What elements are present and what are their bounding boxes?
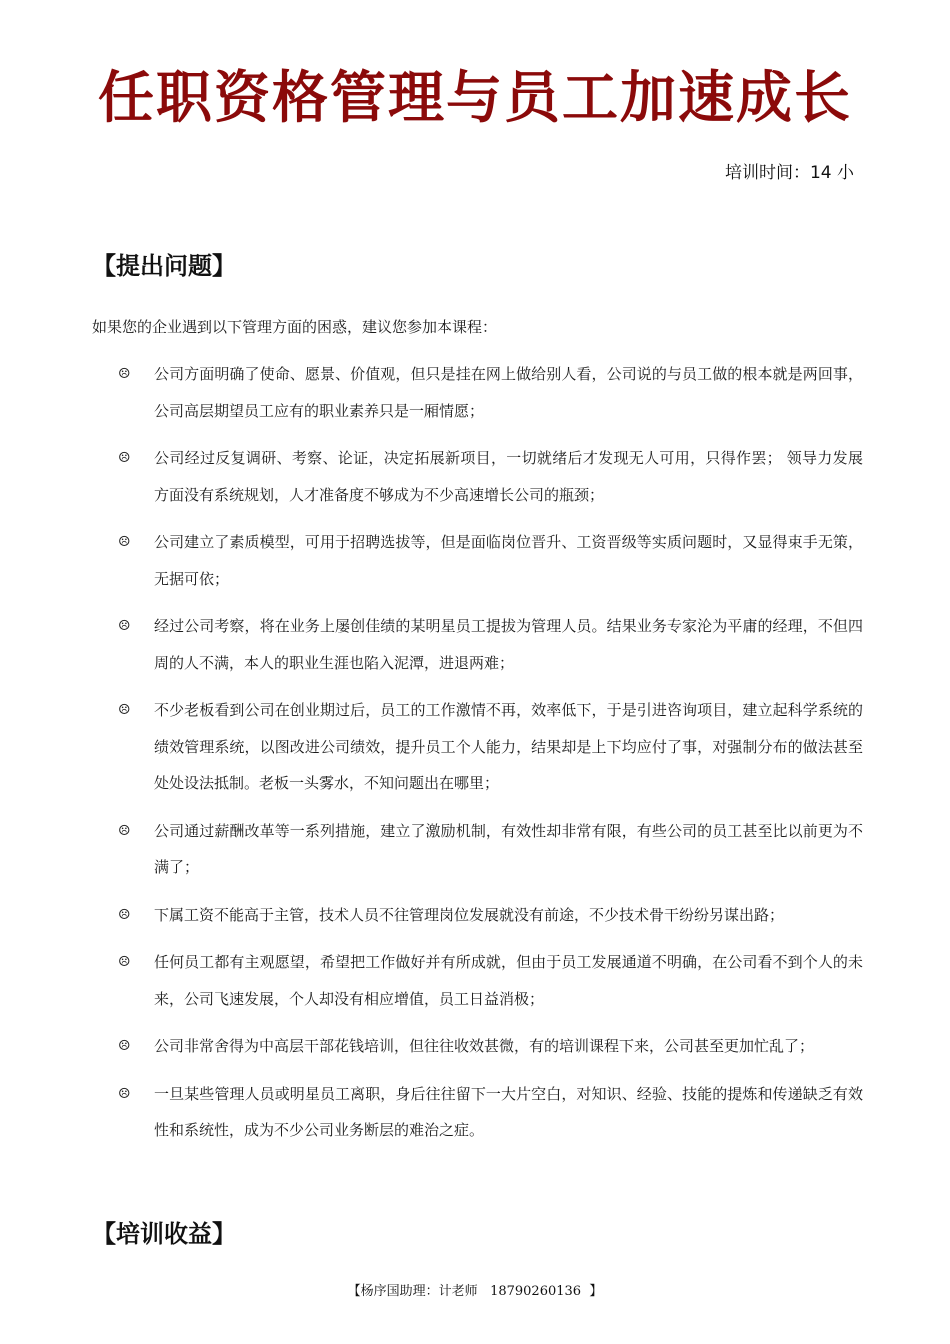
sad-face-icon: ☹ xyxy=(118,906,131,923)
sad-face-icon: ☹ xyxy=(118,822,131,839)
sad-face-icon: ☹ xyxy=(118,1085,131,1102)
problem-item xyxy=(118,897,863,934)
problem-text: 任何员工都有主观愿望，希望把工作做好并有所成就，但由于员工发展通道不明确，在公司看不到个人的未来，公司飞速发展，个人却没有相应增值，员工日益消极； xyxy=(154,953,863,1008)
section-heading-benefits: 【培训收益】 xyxy=(92,1220,236,1248)
problem-text: 公司建立了素质模型，可用于招聘选拔等，但是面临岗位晋升、工资晋级等实质问题时，又显得束手无策，无据可依； xyxy=(154,533,863,588)
document-title: 任职资格管理与员工加速成长 xyxy=(98,65,852,131)
problem-item xyxy=(118,524,863,597)
problem-item xyxy=(118,813,863,886)
problem-text: 经过公司考察，将在业务上屡创佳绩的某明星员工提拔为管理人员。结果业务专家沦为平庸的经理，不但四周的人不满，本人的职业生涯也陷入泥潭，进退两难； xyxy=(154,617,863,672)
sad-face-icon: ☹ xyxy=(118,366,131,382)
sad-face-icon: ☹ xyxy=(118,702,131,718)
problem-text: 不少老板看到公司在创业期过后，员工的工作激情不再，效率低下，于是引进咨询项目，建立起科学系统的绩效管理系统，以图改进公司绩效，提升员工个人能力，结果却是上下均应付了事，对强制分布的做法甚至处处设法抵制。老板一头雾水，不知问题出在哪里； xyxy=(154,701,863,792)
sad-face-icon: ☹ xyxy=(118,1038,131,1054)
problem-item xyxy=(118,944,863,1017)
footer-contact: 【杨序国助理：计老师 18790260136 】 xyxy=(347,1284,603,1299)
problem-item xyxy=(118,440,863,513)
problem-text: 下属工资不能高于主管，技术人员不往管理岗位发展就没有前途，不少技术骨干纷纷另谋出路； xyxy=(154,905,785,924)
section-heading-problems: 【提出问题】 xyxy=(92,252,236,280)
problem-item xyxy=(118,1028,863,1065)
problem-text: 公司通过薪酬改革等一系列措施，建立了激励机制，有效性却非常有限，有些公司的员工甚至比以前更为不满了； xyxy=(154,821,863,876)
sad-face-icon: ☹ xyxy=(118,618,131,634)
problem-text: 公司经过反复调研、考察、论证，决定拓展新项目，一切就绪后才发现无人可用，只得作罢； 领导力发展方面没有系统规划，人才准备度不够成为不少高速增长公司的瓶颈； xyxy=(154,449,863,504)
problem-item xyxy=(118,356,863,429)
problem-text: 公司方面明确了使命、愿景、价值观，但只是挂在网上做给别人看，公司说的与员工做的根本就是两回事，公司高层期望员工应有的职业素养只是一厢情愿； xyxy=(154,365,863,420)
problem-item xyxy=(118,692,863,802)
problems-intro: 如果您的企业遇到以下管理方面的困惑，建议您参加本课程： xyxy=(92,318,498,336)
problem-item xyxy=(118,1076,863,1149)
sad-face-icon: ☹ xyxy=(118,954,131,970)
sad-face-icon: ☹ xyxy=(118,450,131,466)
sad-face-icon: ☹ xyxy=(118,534,131,550)
problem-list xyxy=(118,356,863,1160)
training-duration: 培训时间：14 小 xyxy=(724,163,854,183)
problem-text: 一旦某些管理人员或明星员工离职，身后往往留下一大片空白，对知识、经验、技能的提炼和传递缺乏有效性和系统性，成为不少公司业务断层的难治之症。 xyxy=(154,1084,863,1139)
problem-item xyxy=(118,608,863,681)
problem-text: 公司非常舍得为中高层干部花钱培训，但往往收效甚微，有的培训课程下来，公司甚至更加忙乱了； xyxy=(154,1037,815,1055)
